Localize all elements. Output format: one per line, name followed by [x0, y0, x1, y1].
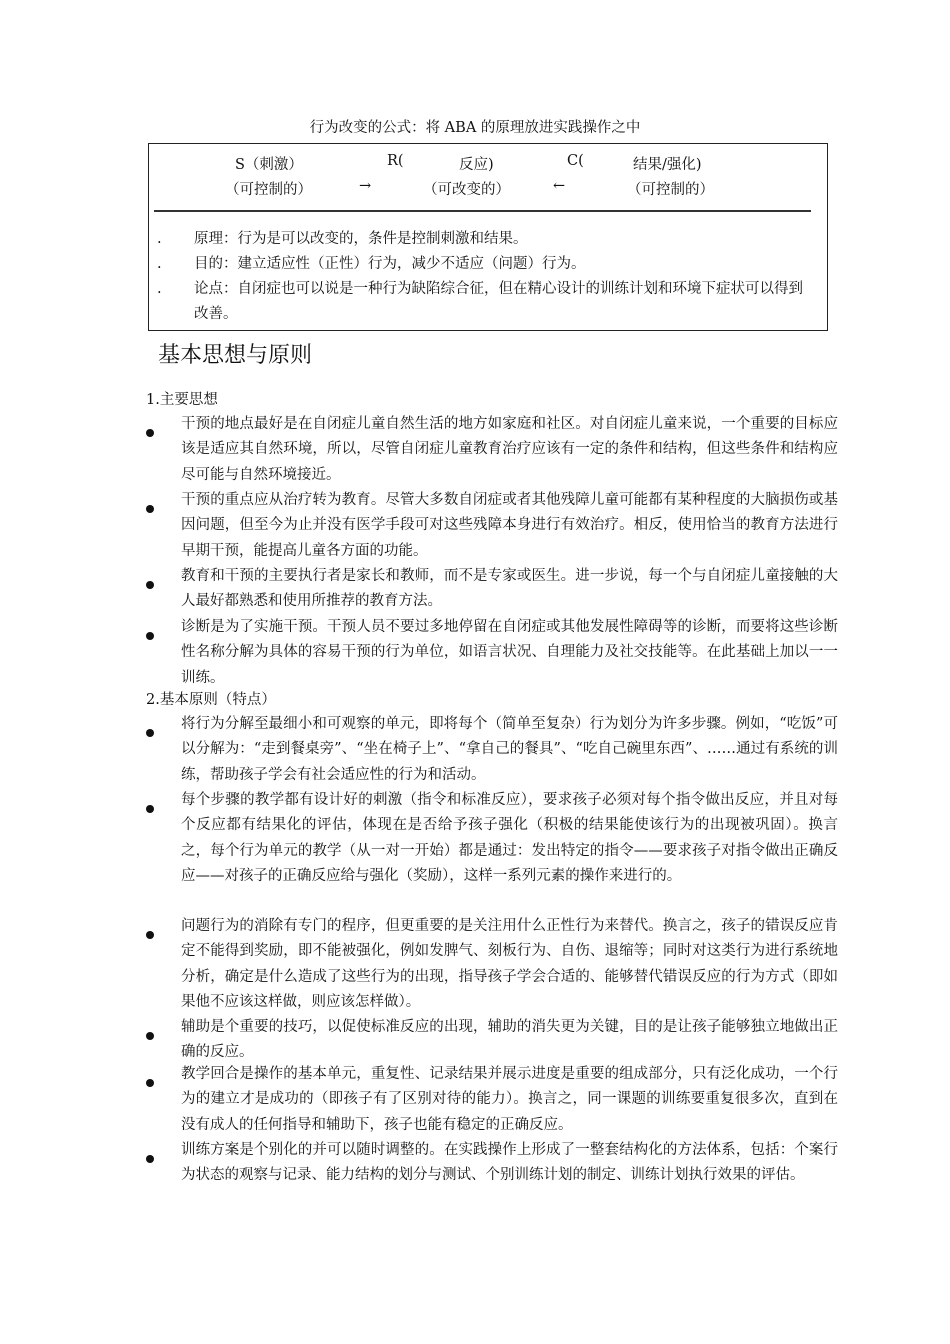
list-item-text: 辅助是个重要的技巧，以促使标准反应的出现，辅助的消失更为关键，目的是让孩子能够独立地做出正确的反应。: [181, 1019, 838, 1061]
list-item-text: 训练方案是个别化的并可以随时调整的。在实践操作上形成了一整套结构化的方法体系，包括：个案行为状态的观察与记录、能力结构的划分与测试、个别训练计划的制定、训练计划执行效果的评估。: [181, 1142, 838, 1184]
arrow-left-icon: ←: [553, 178, 566, 194]
response-label: R(: [387, 153, 404, 169]
bullet-icon: [146, 1032, 154, 1040]
section-heading: 基本思想与原则: [158, 343, 313, 368]
point-marker: .: [157, 231, 162, 247]
bullet-icon: [146, 632, 154, 640]
response-sub: （可改变的）: [423, 182, 510, 198]
response-label-2: 反应): [459, 157, 494, 173]
formula-point: [157, 252, 817, 277]
point-marker: .: [157, 256, 162, 272]
list-item-text: 教育和干预的主要执行者是家长和教师，而不是专家或医生。进一步说，每一个与自闭症儿童接触的大人最好都熟悉和使用所推荐的教育方法。: [181, 568, 838, 610]
bullet-icon: [146, 581, 154, 589]
formula-point: [157, 227, 817, 252]
bullet-icon: [146, 505, 154, 513]
stimulus-label: S（刺激）: [235, 157, 303, 173]
divider: [154, 210, 811, 212]
bullet-icon: [146, 429, 154, 437]
list-item-text: 问题行为的消除有专门的程序，但更重要的是关注用什么正性行为来替代。换言之，孩子的错误反应肯定不能得到奖励，即不能被强化，例如发脾气、刻板行为、自伤、退缩等；同时对这类行为进行系统地分析，确定是什么造成了这些行为的出现，指导孩子学会合适的、能够替代错误反应的行为方式（即如果他不应该这样做，则应该怎样做）。: [181, 918, 838, 1011]
list-item: [146, 488, 838, 564]
formula-title: 行为改变的公式：将 ABA 的原理放进实践操作之中: [309, 120, 641, 136]
point-text: 论点：自闭症也可以说是一种行为缺陷综合征，但在精心设计的训练计划和环境下症状可以得到改善。: [194, 281, 803, 322]
list-item-text: 每个步骤的教学都有设计好的刺激（指令和标准反应），要求孩子必须对每个指令做出反应，并且对每个反应都有结果化的评估，体现在是否给予孩子强化（积极的结果能使该行为的出现被巩固）。换言之，每个行为单元的教学（从一对一开始）都是通过：发出特定的指令——要求孩子对指令做出正确反应——对孩子的正确反应给与强化（奖励），这样一系列元素的操作来进行的。: [181, 792, 838, 885]
list-item-text: 干预的地点最好是在自闭症儿童自然生活的地方如家庭和社区。对自闭症儿童来说，一个重要的目标应该是适应其自然环境，所以，尽管自闭症儿童教育治疗应该有一定的条件和结构，但这些条件和结构应尽可能与自然环境接近。: [181, 416, 838, 483]
list-item-text: 诊断是为了实施干预。干预人员不要过多地停留在自闭症或其他发展性障碍等的诊断，而要将这些诊断性名称分解为具体的容易干预的行为单位，如语言状况、自理能力及社交技能等。在此基础上加以一一训练。: [181, 619, 838, 686]
list-item: [146, 788, 838, 915]
list-item-text: 干预的重点应从治疗转为教育。尽管大多数自闭症或者其他残障儿童可能都有某种程度的大脑损伤或基因问题，但至今为止并没有医学手段可对这些残障本身进行有效治疗。相反，使用恰当的教育方法进行早期干预，能提高儿童各方面的功能。: [181, 492, 838, 559]
point-marker: .: [157, 281, 162, 297]
point-text: 原理：行为是可以改变的，条件是控制刺激和结果。: [194, 231, 528, 247]
list-item-text: 教学回合是操作的基本单元，重复性、记录结果并展示进度是重要的组成部分，只有泛化成功，一个行为的建立才是成功的（即孩子有了区别对待的能力）。换言之，同一课题的训练要重复很多次，直到在没有成人的任何指导和辅助下，孩子也能有稳定的正确反应。: [181, 1066, 838, 1133]
list-item: [146, 412, 838, 488]
consequence-label-2: 结果/强化): [633, 157, 702, 173]
list-item: [146, 712, 838, 788]
formula-box: [148, 143, 828, 331]
consequence-label: C(: [567, 153, 584, 169]
list-item: [146, 564, 838, 615]
list-item: [146, 615, 838, 691]
stimulus-sub: （可控制的）: [225, 182, 312, 198]
list-item: [146, 914, 838, 1016]
point-text: 目的：建立适应性（正性）行为，减少不适应（问题）行为。: [194, 256, 586, 272]
list-item: [146, 1138, 838, 1214]
list-item-text: 将行为分解至最细小和可观察的单元，即将每个（简单至复杂）行为划分为许多步骤。例如，“吃饭”可以分解为：“走到餐桌旁”、“坐在椅子上”、“拿自己的餐具”、“吃自己碗里东西”、……通过有系统的训练，帮助孩子学会有社会适应性的行为和活动。: [181, 716, 838, 783]
consequence-sub: （可控制的）: [627, 182, 714, 198]
formula-point: [157, 277, 817, 327]
principles-heading: 2.基本原则（特点）: [146, 692, 276, 708]
list-item: [146, 1015, 838, 1066]
main-ideas-heading: 1.主要思想: [146, 392, 218, 408]
bullet-icon: [146, 729, 154, 737]
list-item: [146, 1062, 838, 1138]
bullet-icon: [146, 931, 154, 939]
bullet-icon: [146, 1155, 154, 1163]
bullet-icon: [146, 805, 154, 813]
bullet-icon: [146, 1079, 154, 1087]
arrow-right-icon: →: [359, 178, 372, 194]
